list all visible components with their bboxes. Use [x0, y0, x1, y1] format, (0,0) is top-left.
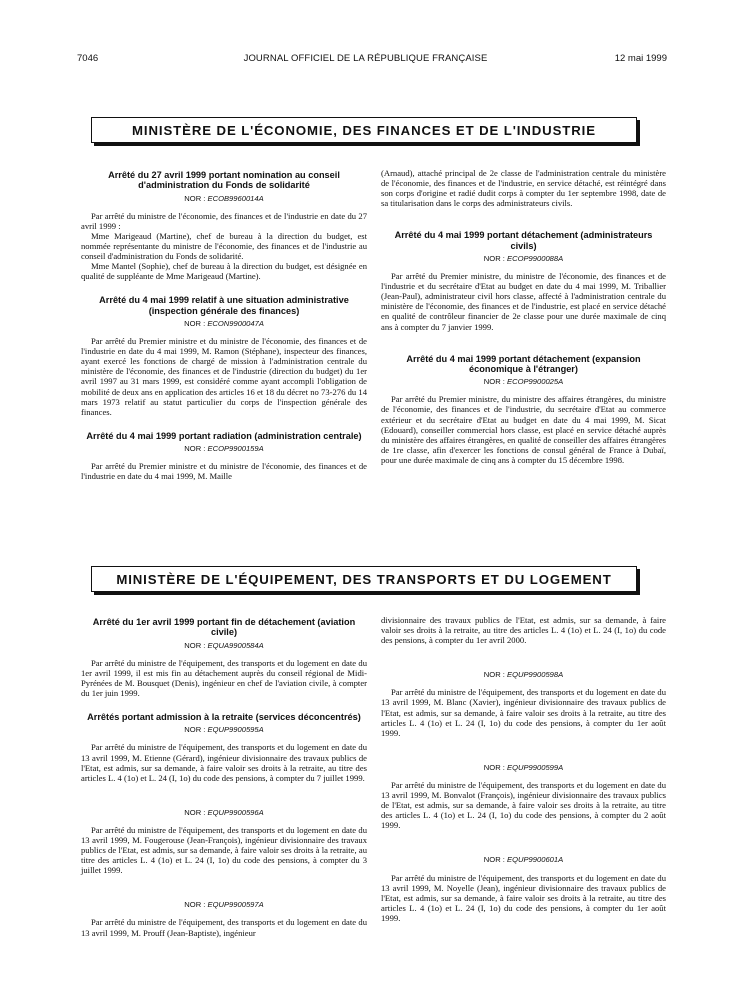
nor-reference — [81, 444, 367, 454]
page-number: 7046 — [77, 53, 99, 64]
nor-reference — [81, 319, 367, 329]
nor-code: EQUP9900599A — [507, 762, 564, 772]
nor-code: EQUP9900597A — [207, 900, 264, 910]
nor-reference — [381, 377, 666, 387]
nor-reference — [381, 763, 666, 773]
nor-label: NOR : — [483, 762, 505, 772]
column-right-s1 — [381, 168, 666, 465]
nor-label: NOR : — [483, 377, 505, 387]
paragraph-continued: (Arnaud), attaché principal de 2e classe de l'administration centrale du ministère de l'économie, des finances et de l'industrie, en service détaché, est réintégré dans son corps d'origine et radié dudit corps à compter du 1er septembre 1998, date de sa titularisation dans le corps des administrateurs civils. — [381, 168, 666, 209]
nor-label: NOR : — [483, 670, 505, 680]
paragraph: Par arrêté du ministre de l'équipement, des transports et du logement en date du 13 avril 1999, M. Blanc (Xavier), ingénieur divisionnaire des travaux publics de l'Etat, est admis, sur sa demande, à faire valoir ses droits à la retraite, au titre des articles L. 4 (1o) et L. 24 (I, 1o) du code des pensions, à compter du 1er août 1999. — [381, 687, 666, 738]
nor-reference — [81, 194, 367, 204]
paragraph: Par arrêté du ministre de l'équipement, des transports et du logement en date du 13 avril 1999, M. Fougerouse (Jean-François), ingénieur divisionnaire des travaux publics de l'Etat, est admis, sur sa demande, à faire valoir ses droits à la retraite, au titre des articles L. 4 (1o) et L. 24 (I, 1o) du code des pensions, à compter du 3 juillet 1999. — [81, 824, 367, 876]
paragraph: Par arrêté du Premier ministre et du ministre de l'économie, des finances et de l'industrie en date du 4 mai 1999, M. Ramon (Stéphane), inspecteur des finances, ayant exercé les fonctions de chargé de mission à l'administration centrale du ministère de l'économie, des finances et de l'industrie (direction du budget) du 1er avril 1997 au 31 mars 1999, est considéré comme ayant accompli l'obligation de mobilité de deux ans en application des articles 16 et 18 du décret no 73-276 du 14 mars 1973 relatif au statut particulier du corps de l'inspection générale des finances. — [81, 336, 367, 417]
issue-date: 12 mai 1999 — [614, 53, 667, 64]
nor-reference — [381, 670, 666, 680]
nor-reference — [81, 641, 367, 651]
paragraph: Par arrêté du ministre de l'économie, des finances et de l'industrie en date du 27 avril 1999 : — [81, 210, 367, 231]
article-title: Arrêté du 4 mai 1999 relatif à une situation administrative (inspection générale des finances) — [99, 295, 349, 316]
nor-reference — [81, 900, 367, 910]
nor-label: NOR : — [184, 640, 206, 650]
nor-code: EQUA9900584A — [207, 640, 264, 650]
column-left-s2 — [81, 617, 367, 938]
section-heading-economie: MINISTÈRE DE L'ÉCONOMIE, DES FINANCES ET DE L'INDUSTRIE — [91, 117, 637, 143]
nor-reference — [381, 855, 666, 865]
nor-label: NOR : — [184, 725, 206, 735]
paragraph: Par arrêté du ministre de l'équipement, des transports et du logement en date du 13 avril 1999, M. Noyelle (Jean), ingénieur divisionnaire des travaux publics de l'Etat, est admis, sur sa demande, à faire valoir ses droits à la retraite, au titre des articles L. 4 (1o) et L. 24 (I, 1o) du code des pensions, à compter du 1er août 1999. — [381, 872, 666, 923]
nor-label: NOR : — [184, 444, 206, 454]
paragraph: Par arrêté du Premier ministre, du ministre de l'économie, des finances et de l'industrie et du secrétaire d'Etat au budget en date du 4 mai 1999, M. Triballier (Jean-Paul), administrateur civil hors classe, affecté à l'administration centrale du ministère de l'économie, des finances et de l'industrie, est placé en service détaché en qualité de contrôleur financier de 2e classe pour une durée maximale de cinq ans à compter du 7 janvier 1999. — [381, 271, 666, 332]
nor-code: ECOB9960014A — [207, 193, 264, 203]
nor-code: EQUP9900601A — [507, 855, 564, 865]
article-title: Arrêtés portant admission à la retraite (services déconcentrés) — [87, 712, 361, 723]
paragraph-continued: divisionnaire des travaux publics de l'Etat, est admis, sur sa demande, à faire valoir ses droits à la retraite, au titre des articles L. 4 (1o) et L. 24 (I, 1o) du code des pensions, à compter du 1er avril 2000. — [381, 615, 666, 646]
article-title: Arrêté du 27 avril 1999 portant nomination au conseil d'administration du Fonds de solidarité — [108, 170, 340, 191]
section-heading-equipement: MINISTÈRE DE L'ÉQUIPEMENT, DES TRANSPORTS ET DU LOGEMENT — [91, 566, 637, 592]
column-right-s2 — [381, 615, 666, 923]
paragraph: Par arrêté du Premier ministre, du ministre des affaires étrangères, du ministre de l'économie, des finances et de l'industrie, du secrétaire d'Etat au commerce extérieur et du secrétaire d'Etat au budget en date du 4 mai 1999, M. Sicat (Edouard), conseiller commercial hors classe, est placé en service détaché auprès du ministère des affaires étrangères, en qualité de conseiller des affaires étrangères de 1re classe, afin d'exercer les fonctions de consul général de France à Dubaï, pour une durée maximale de cinq ans à compter du 15 décembre 1998. — [381, 394, 666, 465]
nor-label: NOR : — [483, 855, 505, 865]
nor-label: NOR : — [184, 807, 206, 817]
paragraph: Par arrêté du Premier ministre et du ministre de l'économie, des finances et de l'industrie en date du 4 mai 1999, M. Maille — [81, 461, 367, 482]
nor-label: NOR : — [184, 318, 206, 328]
nor-code: ECOP9900025A — [507, 377, 564, 387]
nor-label: NOR : — [184, 193, 206, 203]
paragraph: Par arrêté du ministre de l'équipement, des transports et du logement en date du 13 avril 1999, M. Etienne (Gérard), ingénieur divisionnaire des travaux publics de l'Etat, est admis, sur sa demande, à faire valoir ses droits à la retraite, au titre des articles L. 4 (1o) et L. 24 (I, 1o) du code des pensions, à compter du 7 juillet 1999. — [81, 742, 367, 783]
paragraph: Par arrêté du ministre de l'équipement, des transports et du logement en date du 13 avril 1999, M. Bonvalot (François), ingénieur divisionnaire des travaux publics de l'Etat, est admis, sur sa demande, à faire valoir ses droits à la retraite, au titre des articles L. 4 (1o) et L. 24 (I, 1o) du code des pensions, à compter du 2 août 1999. — [381, 779, 666, 831]
nor-reference — [381, 254, 666, 264]
article-title: Arrêté du 4 mai 1999 portant détachement (expansion économique à l'étranger) — [406, 353, 641, 374]
paragraph: Par arrêté du ministre de l'équipement, des transports et du logement en date du 1er avril 1999, il est mis fin au détachement auprès du conseil régional de Midi-Pyrénées de M. Bousquet (Denis), ingénieur en chef de l'aviation civile, à compter du 1er juin 1999. — [81, 657, 367, 698]
paragraph: Par arrêté du ministre de l'équipement, des transports et du logement en date du 13 avril 1999, M. Prouff (Jean-Baptiste), ingénieur — [81, 917, 367, 938]
paragraph: Mme Mantel (Sophie), chef de bureau à la direction du budget, est désignée en qualité de suppléante de Mme Marigeaud (Martine). — [81, 261, 367, 282]
nor-label: NOR : — [483, 253, 505, 263]
journal-title: JOURNAL OFFICIEL DE LA RÉPUBLIQUE FRANÇAISE — [243, 53, 488, 64]
article-title: Arrêté du 4 mai 1999 portant radiation (administration centrale) — [86, 430, 362, 441]
nor-code: EQUP9900595A — [207, 725, 264, 735]
page-header — [0, 53, 731, 67]
column-left-s1 — [81, 170, 367, 481]
nor-code: EQUP9900596A — [207, 807, 264, 817]
nor-reference — [81, 725, 367, 735]
nor-reference — [81, 808, 367, 818]
nor-code: ECOP9900088A — [507, 253, 564, 263]
paragraph: Mme Marigeaud (Martine), chef de bureau à la direction du budget, est nommée représentante du ministre de l'économie, des finances et de l'industrie au conseil d'administration du Fonds de solidarité. — [81, 230, 367, 262]
nor-code: ECOP9900159A — [207, 444, 264, 454]
article-title: Arrêté du 1er avril 1999 portant fin de détachement (aviation civile) — [92, 617, 356, 638]
nor-code: EQUP9900598A — [507, 670, 564, 680]
nor-label: NOR : — [184, 900, 206, 910]
article-title: Arrêté du 4 mai 1999 portant détachement (administrateurs civils) — [394, 230, 653, 251]
nor-code: ECON9900047A — [207, 318, 264, 328]
